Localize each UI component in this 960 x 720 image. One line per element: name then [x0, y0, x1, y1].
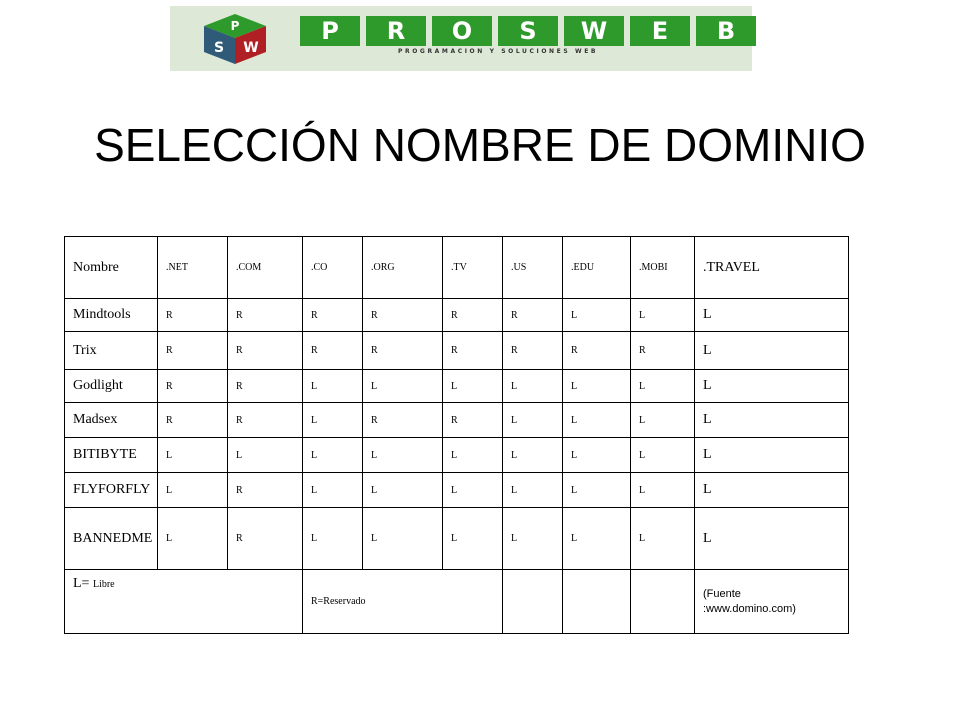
- availability-cell: R: [228, 403, 303, 438]
- availability-cell: L: [443, 370, 503, 403]
- availability-cell: R: [363, 403, 443, 438]
- availability-cell: L: [303, 473, 363, 508]
- availability-cell: L: [363, 370, 443, 403]
- domain-name-cell: Godlight: [65, 370, 158, 403]
- availability-cell: L: [443, 508, 503, 570]
- availability-cell: R: [303, 332, 363, 370]
- table-row: [65, 370, 849, 403]
- availability-cell: L: [303, 508, 363, 570]
- table-row: [65, 299, 849, 332]
- column-header-extension: .EDU: [563, 237, 631, 299]
- legend-libre: [65, 570, 303, 634]
- availability-cell-travel: L: [695, 370, 849, 403]
- availability-cell: L: [503, 438, 563, 473]
- logo-letter: B: [696, 16, 756, 46]
- availability-cell: L: [363, 473, 443, 508]
- empty-cell: [503, 570, 563, 634]
- availability-cell: R: [363, 299, 443, 332]
- column-header-extension: .NET: [158, 237, 228, 299]
- availability-cell: L: [363, 438, 443, 473]
- availability-cell: R: [443, 299, 503, 332]
- column-header-extension: .COM: [228, 237, 303, 299]
- logo-cube-letter: W: [243, 40, 259, 56]
- availability-cell: R: [228, 508, 303, 570]
- domain-name-cell: Mindtools: [65, 299, 158, 332]
- domain-name-cell: Madsex: [65, 403, 158, 438]
- domain-name-cell: BANNEDME: [65, 508, 158, 570]
- column-header-name: Nombre: [65, 237, 158, 299]
- logo-cube-letter: P: [230, 19, 240, 33]
- availability-cell: L: [631, 370, 695, 403]
- empty-cell: [631, 570, 695, 634]
- logo-letter: S: [498, 16, 558, 46]
- availability-cell: L: [563, 438, 631, 473]
- source-note-line: (Fuente: [703, 587, 741, 600]
- table-row: [65, 332, 849, 370]
- availability-cell: R: [228, 370, 303, 403]
- availability-cell: R: [228, 473, 303, 508]
- logo-tagline: PROGRAMACION Y SOLUCIONES WEB: [398, 48, 599, 55]
- availability-cell: L: [363, 508, 443, 570]
- empty-cell: [563, 570, 631, 634]
- domain-table: [64, 236, 849, 634]
- availability-cell: R: [443, 332, 503, 370]
- availability-cell-travel: L: [695, 299, 849, 332]
- domain-name-cell: FLYFORFLY: [65, 473, 158, 508]
- source-note: [695, 570, 849, 634]
- availability-cell: L: [563, 403, 631, 438]
- availability-cell: R: [228, 299, 303, 332]
- availability-cell: L: [303, 438, 363, 473]
- availability-cell-travel: L: [695, 473, 849, 508]
- availability-cell: L: [303, 403, 363, 438]
- availability-cell: L: [563, 370, 631, 403]
- page-title: SELECCIÓN NOMBRE DE DOMINIO: [94, 119, 866, 171]
- legend-libre-word: Libre: [92, 579, 115, 590]
- availability-cell: R: [158, 332, 228, 370]
- availability-cell: L: [631, 403, 695, 438]
- availability-cell-travel: L: [695, 332, 849, 370]
- availability-cell-travel: L: [695, 438, 849, 473]
- table-row: [65, 508, 849, 570]
- availability-cell: L: [631, 508, 695, 570]
- availability-cell: R: [158, 403, 228, 438]
- availability-cell: L: [563, 473, 631, 508]
- availability-cell: L: [563, 299, 631, 332]
- column-header-travel: .TRAVEL: [695, 237, 849, 299]
- column-header-extension: .MOBI: [631, 237, 695, 299]
- availability-cell-travel: L: [695, 508, 849, 570]
- logo-letter: O: [432, 16, 492, 46]
- logo-cube-icon: [200, 12, 270, 66]
- column-header-extension: .ORG: [363, 237, 443, 299]
- logo-letter: P: [300, 16, 360, 46]
- availability-cell: R: [631, 332, 695, 370]
- logo-cube-letter: S: [213, 40, 225, 56]
- column-header-extension: .US: [503, 237, 563, 299]
- availability-cell-travel: L: [695, 403, 849, 438]
- table-row: [65, 438, 849, 473]
- availability-cell: R: [503, 299, 563, 332]
- table-row: [65, 473, 849, 508]
- availability-cell: R: [158, 299, 228, 332]
- availability-cell: L: [631, 473, 695, 508]
- domain-name-cell: BITIBYTE: [65, 438, 158, 473]
- availability-cell: L: [228, 438, 303, 473]
- logo-wordmark: [300, 16, 756, 46]
- availability-cell: L: [563, 508, 631, 570]
- availability-cell: R: [158, 370, 228, 403]
- legend-reservado: R=Reservado: [303, 570, 503, 634]
- table-row: [65, 403, 849, 438]
- availability-cell: R: [303, 299, 363, 332]
- table-header-row: [65, 237, 849, 299]
- availability-cell: L: [631, 438, 695, 473]
- availability-cell: L: [158, 473, 228, 508]
- logo-letter: W: [564, 16, 624, 46]
- availability-cell: R: [503, 332, 563, 370]
- availability-cell: R: [363, 332, 443, 370]
- availability-cell: L: [503, 508, 563, 570]
- legend-libre-prefix: L=: [73, 576, 93, 591]
- column-header-extension: .CO: [303, 237, 363, 299]
- logo-letter: R: [366, 16, 426, 46]
- availability-cell: R: [228, 332, 303, 370]
- availability-cell: R: [563, 332, 631, 370]
- legend-row: [65, 570, 849, 634]
- logo-letter: E: [630, 16, 690, 46]
- availability-cell: L: [443, 438, 503, 473]
- column-header-extension: .TV: [443, 237, 503, 299]
- source-note-line: :www.domino.com): [703, 602, 796, 615]
- availability-cell: L: [503, 403, 563, 438]
- domain-name-cell: Trix: [65, 332, 158, 370]
- availability-cell: R: [443, 403, 503, 438]
- availability-cell: L: [158, 438, 228, 473]
- prosweb-logo: [170, 6, 752, 71]
- availability-cell: L: [631, 299, 695, 332]
- availability-cell: L: [158, 508, 228, 570]
- availability-cell: L: [443, 473, 503, 508]
- availability-cell: L: [503, 473, 563, 508]
- availability-cell: L: [503, 370, 563, 403]
- availability-cell: L: [303, 370, 363, 403]
